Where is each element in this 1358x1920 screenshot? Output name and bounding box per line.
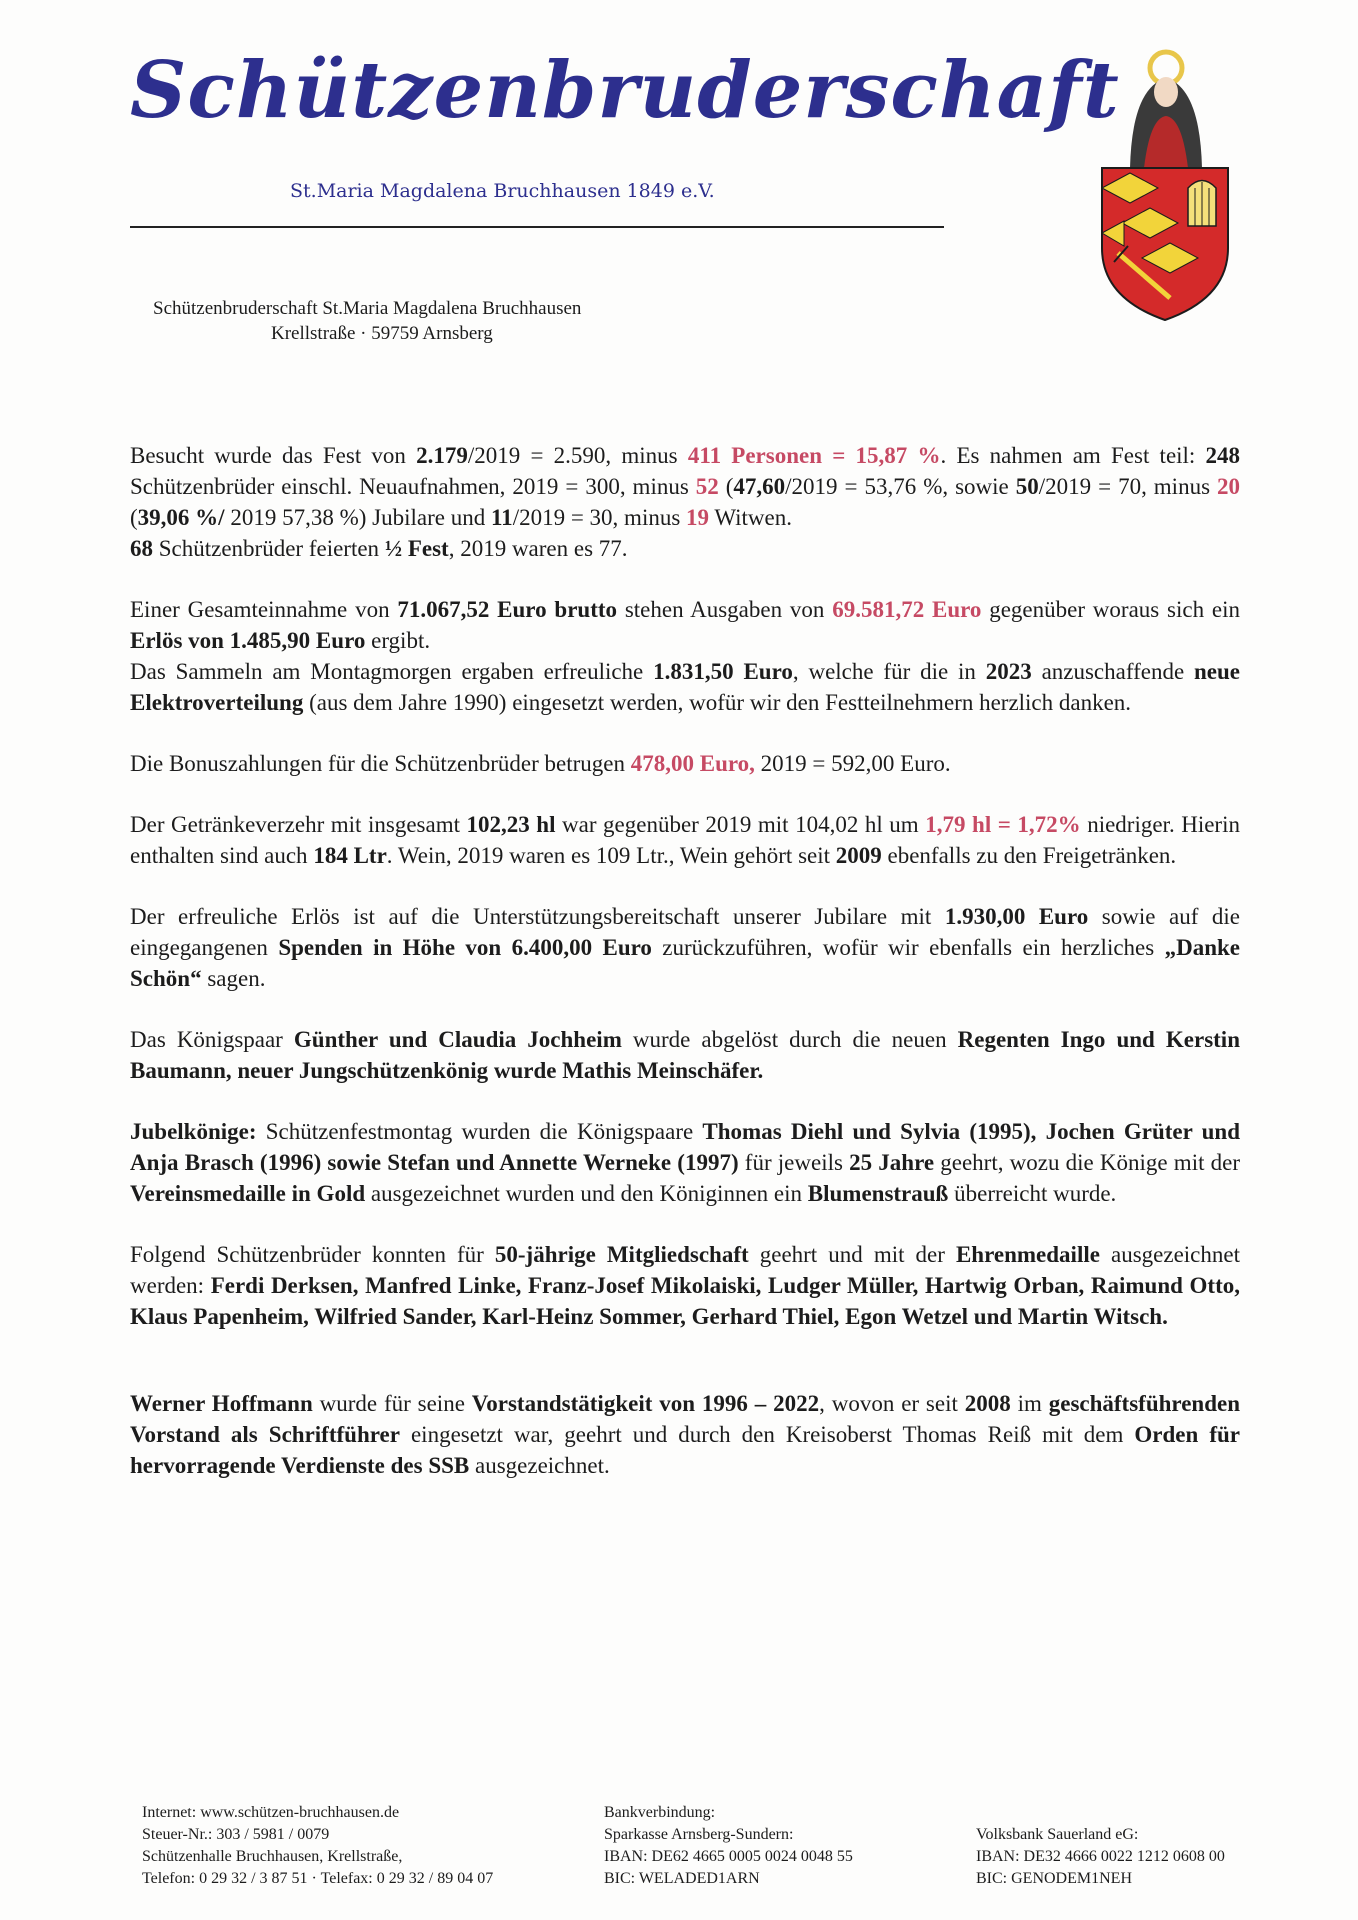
text: ergibt.	[365, 628, 431, 653]
text: , wovon er seit	[819, 1391, 965, 1416]
paragraph-collection	[130, 656, 1240, 718]
text-highlight: 69.581,72 Euro	[832, 597, 982, 622]
text: wurde abgelöst durch die neuen	[621, 1027, 958, 1052]
lantern-icon	[1188, 181, 1216, 227]
text-bold: Blumenstrauß	[807, 1181, 949, 1206]
text: geehrt, wozu die Könige mit der	[934, 1150, 1241, 1175]
text: (aus dem Jahre 1990) eingesetzt werden, wofür wir den Festteilnehmern herzlich danken.	[303, 690, 1132, 715]
text: (	[130, 505, 138, 530]
letterhead-title: Schützenbruderschaft	[130, 45, 1120, 136]
text: , welche für die in	[792, 659, 986, 684]
text: /2019 = 30, minus	[512, 505, 687, 530]
text: /2019 = 2.590, minus	[467, 443, 688, 468]
text: Schützenbrüder einschl. Neuaufnahmen, 2019 = 300, minus	[130, 474, 696, 499]
text-highlight: 19	[686, 505, 710, 530]
text: . Es nahmen am Fest teil:	[940, 443, 1206, 468]
text-bold: 1.930,00 Euro	[944, 904, 1089, 929]
text: wurde für seine	[312, 1391, 472, 1416]
paragraph-bonus	[130, 748, 1240, 779]
paragraph-attendance	[130, 440, 1240, 533]
text: eingesetzt war, geehrt und durch den Kreisoberst Thomas Reiß mit dem	[399, 1422, 1135, 1447]
paragraph-royal-couple	[130, 1024, 1240, 1086]
text: ebenfalls zu den Freigetränken.	[881, 843, 1177, 868]
text: geehrt und mit der	[748, 1242, 956, 1267]
footer-bank-heading: Bankverbindung:	[604, 1804, 716, 1821]
text: ausgezeichnet werden:	[130, 1242, 1240, 1298]
letterhead-subtitle: St.Maria Magdalena Bruchhausen 1849 e.V.	[290, 180, 715, 202]
text: sowie auf die eingegangenen	[130, 904, 1240, 960]
text: ausgezeichnet wurden und den Königinnen ein	[365, 1181, 808, 1206]
text: ausgezeichnet.	[469, 1453, 610, 1478]
footer-bank-volksbank	[976, 1824, 1225, 1890]
text-bold: 248	[1205, 443, 1241, 468]
text: anzuschaffende	[1031, 659, 1195, 684]
text: für jeweils	[738, 1150, 850, 1175]
footer-contact	[142, 1802, 493, 1890]
text-bold: 2.179	[416, 443, 468, 468]
paragraph-board-honor	[130, 1388, 1240, 1481]
text-bold: 50-jährige Mitgliedschaft	[494, 1242, 749, 1267]
text: Witwen.	[709, 505, 793, 530]
text-bold: Erlös von 1.485,90 Euro	[130, 628, 366, 653]
footer-bic: BIC: WELADED1ARN	[604, 1870, 760, 1887]
text: . Wein, 2019 waren es 109 Ltr., Wein gehört seit	[386, 843, 836, 868]
text-highlight: 52	[695, 474, 719, 499]
text: (	[718, 474, 734, 499]
text: Schützenfestmontag wurden die Königspaare	[256, 1119, 703, 1144]
footer-bic: BIC: GENODEM1NEH	[976, 1870, 1132, 1887]
text: Besucht wurde das Fest von	[130, 443, 417, 468]
paragraph-donations	[130, 901, 1240, 994]
text-bold: Spenden in Höhe von 6.400,00 Euro	[278, 935, 652, 960]
text: Der erfreuliche Erlös ist auf die Unterstützungsbereitschaft unserer Jubilare mit	[130, 904, 945, 929]
text: Die Bonuszahlungen für die Schützenbrüder betrugen	[130, 751, 631, 776]
text: Folgend Schützenbrüder konnten für	[130, 1242, 495, 1267]
text-bold: 47,60	[733, 474, 786, 499]
footer-hall-address: Schützenhalle Bruchhausen, Krellstraße,	[142, 1848, 403, 1865]
text-bold: Thomas Diehl und Sylvia (1995), Jochen Grüter und Anja Brasch (1996) sowie Stefan und Annette Werneke (1997)	[130, 1119, 1240, 1175]
text: überreicht wurde.	[948, 1181, 1117, 1206]
text-bold: Regenten Ingo und Kerstin Baumann, neuer Jungschützenkönig wurde Mathis Meinschäfer.	[130, 1027, 1240, 1083]
text: Einer Gesamteinnahme von	[130, 597, 398, 622]
text-highlight: 20	[1217, 474, 1241, 499]
text: Der Getränkeverzehr mit insgesamt	[130, 812, 467, 837]
text-bold: 1.831,50 Euro	[653, 659, 793, 684]
text: Schützenbrüder feierten	[153, 536, 385, 561]
text-bold: 39,06 %/	[137, 505, 225, 530]
text-bold: 102,23 hl	[466, 812, 556, 837]
text-bold: „Danke Schön“	[130, 935, 1240, 991]
footer-iban: IBAN: DE62 4665 0005 0024 0048 55	[604, 1848, 853, 1865]
text-bold: Jubelkönige:	[130, 1119, 257, 1144]
sender-address-line1: Schützenbruderschaft St.Maria Magdalena Bruchhausen	[153, 298, 582, 319]
footer-tax-number: Steuer-Nr.: 303 / 5981 / 0079	[142, 1826, 330, 1843]
text-bold: neue Elektroverteilung	[130, 659, 1241, 715]
header-divider	[130, 226, 944, 228]
footer-bank-name: Volksbank Sauerland eG:	[976, 1826, 1139, 1843]
paragraph-finances	[130, 594, 1240, 656]
footer-iban: IBAN: DE32 4666 0022 1212 0608 00	[976, 1848, 1225, 1865]
text-bold: 50	[1015, 474, 1039, 499]
text-bold: Günther und Claudia Jochheim	[293, 1027, 622, 1052]
footer-bank-name: Sparkasse Arnsberg-Sundern:	[604, 1826, 794, 1843]
text: zurückzuführen, wofür wir ebenfalls ein herzliches	[651, 935, 1165, 960]
text: 2019 = 592,00 Euro.	[754, 751, 951, 776]
text: im	[1010, 1391, 1049, 1416]
paragraph-jubilee-kings	[130, 1116, 1240, 1209]
text-bold: Ferdi Derksen, Manfred Linke, Franz-Josef Mikolaiski, Ludger Müller, Hartwig Orban, Raimund Otto, Klaus Papenheim, Wilfried Sander, Karl-Heinz Sommer, Gerhard Thiel, Egon Wetzel und Martin Witsch.	[130, 1273, 1240, 1329]
text: Das Königspaar	[130, 1027, 294, 1052]
text-bold: Werner Hoffmann	[130, 1391, 313, 1416]
sender-address-line2: Krellstraße · 59759 Arnsberg	[271, 323, 493, 344]
text-bold: geschäftsführenden Vorstand als Schriftführer	[130, 1391, 1240, 1447]
text: , 2019 waren es 77.	[448, 536, 628, 561]
text-bold: Vereinsmedaille in Gold	[130, 1181, 366, 1206]
text-bold: 25 Jahre	[849, 1150, 935, 1175]
sender-address	[153, 296, 581, 346]
paragraph-beverages	[130, 809, 1240, 871]
text: /2019 = 53,76 %, sowie	[785, 474, 1016, 499]
report-body	[130, 440, 1240, 1481]
paragraph-membership-honors	[130, 1239, 1240, 1332]
text: Das Sammeln am Montagmorgen ergaben erfreuliche	[130, 659, 654, 684]
text-bold: Vorstandstätigkeit von 1996 – 2022	[471, 1391, 820, 1416]
text-bold: 184 Ltr	[313, 843, 387, 868]
footer-phone-fax: Telefon: 0 29 32 / 3 87 51 · Telefax: 0 29 32 / 89 04 07	[142, 1870, 494, 1887]
text: niedriger. Hierin enthalten sind auch	[130, 812, 1240, 868]
footer-website: Internet: www.schützen-bruchhausen.de	[142, 1804, 400, 1821]
text-highlight: 1,79 hl = 1,72%	[925, 812, 1081, 837]
text-highlight: 411 Personen = 15,87 %	[687, 443, 941, 468]
coat-of-arms-icon	[1100, 48, 1230, 323]
text-bold: Orden für hervorragende Verdienste des SSB	[130, 1422, 1240, 1478]
text-bold: Ehrenmedaille	[955, 1242, 1100, 1267]
text-highlight: 478,00 Euro,	[630, 751, 755, 776]
text-bold: 2009	[835, 843, 882, 868]
text: /2019 = 70, minus	[1038, 474, 1218, 499]
text-bold: 2023	[985, 659, 1032, 684]
text-bold: ½ Fest	[384, 536, 449, 561]
text: gegenüber woraus sich ein	[981, 597, 1240, 622]
text-bold: 11	[490, 505, 513, 530]
text-bold: 2008	[964, 1391, 1011, 1416]
text: war gegenüber 2019 mit 104,02 hl um	[555, 812, 926, 837]
text-bold: 71.067,52 Euro brutto	[397, 597, 618, 622]
text: sagen.	[201, 966, 266, 991]
footer-bank-sparkasse	[604, 1802, 853, 1890]
paragraph-half-fest	[130, 533, 1240, 564]
text: 2019 57,38 %) Jubilare und	[224, 505, 491, 530]
text: stehen Ausgaben von	[617, 597, 833, 622]
text-bold: 68	[130, 536, 153, 561]
